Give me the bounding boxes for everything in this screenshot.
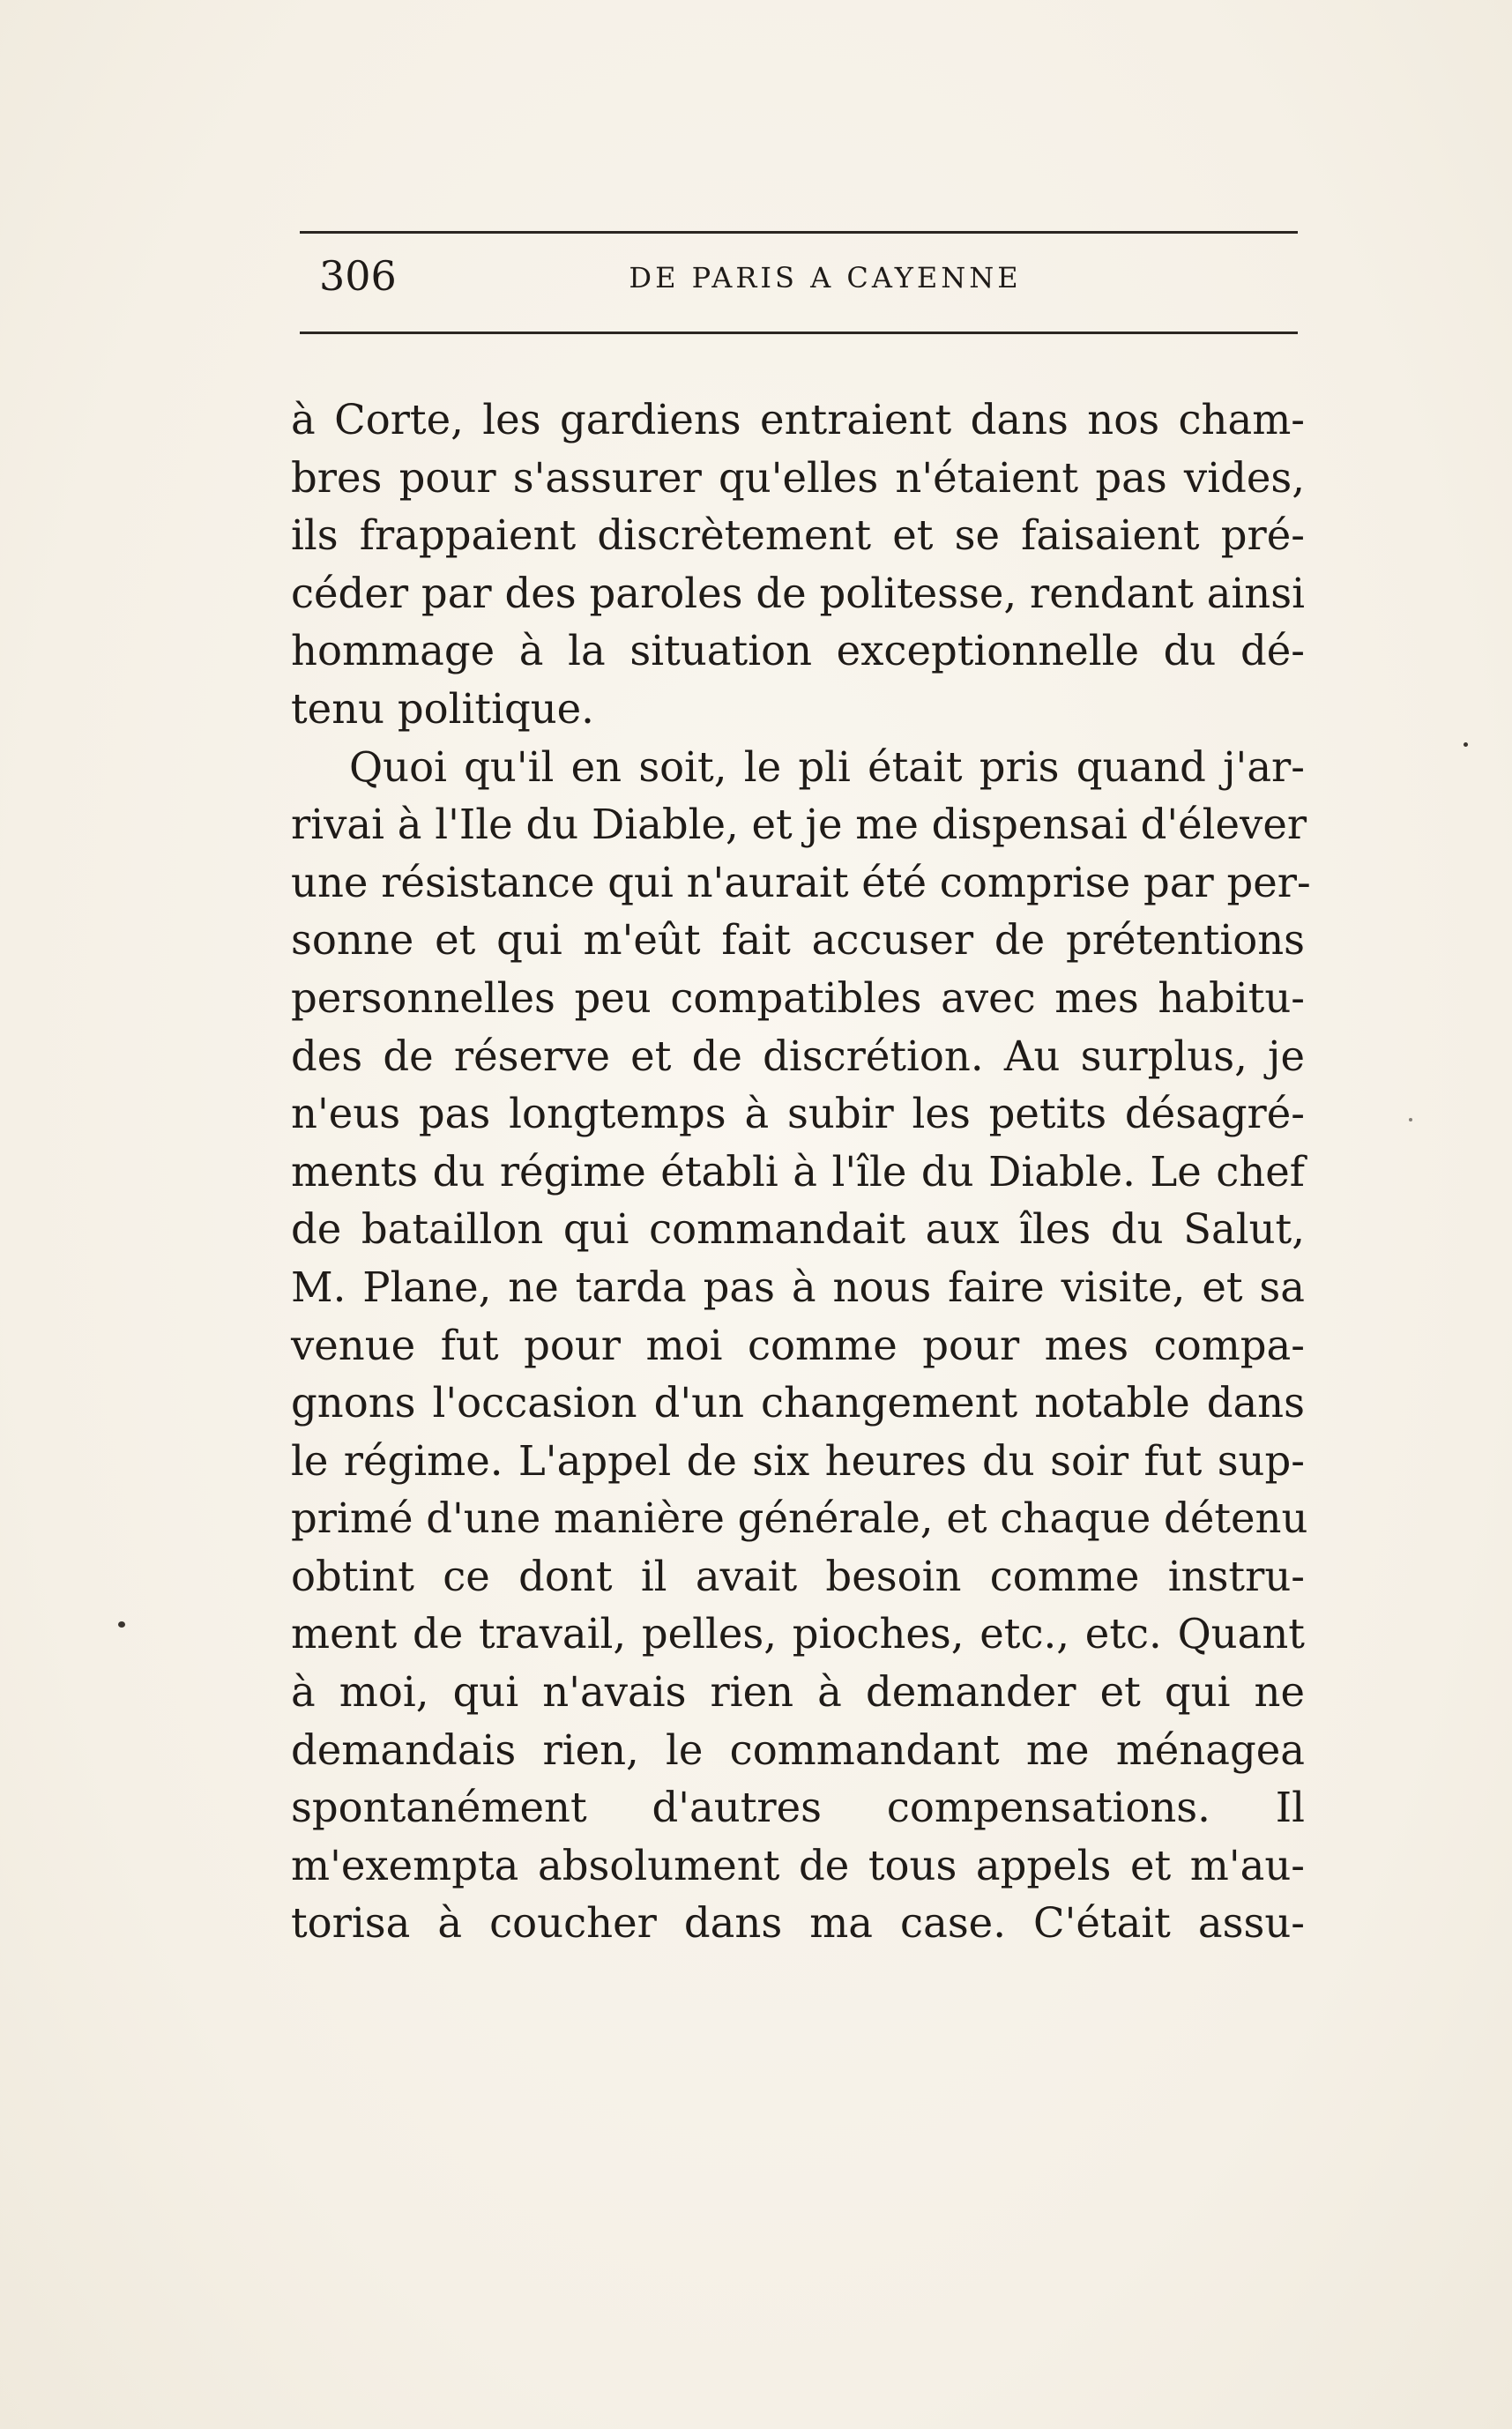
text-line: une résistance qui n'aurait été comprise par per- (291, 858, 1311, 906)
header-rule-bottom (300, 332, 1298, 334)
paper-speck (1409, 1118, 1412, 1121)
text-line: demandais rien, le commandant me ménagea (291, 1725, 1305, 1774)
body-text (291, 391, 1311, 1953)
running-header (300, 249, 1298, 310)
text-line: n'eus pas longtemps à subir les petits désagré- (291, 1090, 1305, 1138)
text-line: tenu politique. (291, 684, 594, 733)
text-line: personnelles peu compatibles avec mes habitu- (291, 973, 1305, 1022)
text-line: gnons l'occasion d'un changement notable dans (291, 1379, 1305, 1427)
header-rule-top (300, 231, 1298, 234)
text-line: sonne et qui m'eût fait accuser de prétentions (291, 916, 1305, 965)
text-line: des de réserve et de discrétion. Au surplus, je (291, 1032, 1305, 1080)
text-line: M. Plane, ne tarda pas à nous faire visite, et sa (291, 1263, 1305, 1311)
paper-speck (118, 1621, 125, 1628)
text-line: bres pour s'assurer qu'elles n'étaient pas vides, (291, 453, 1305, 502)
text-line: ments du régime établi à l'île du Diable. Le chef (291, 1147, 1305, 1196)
text-line: obtint ce dont il avait besoin comme instru- (291, 1552, 1305, 1600)
text-line: rivai à l'Ile du Diable, et je me dispensai d'élever (291, 801, 1307, 849)
text-line: m'exempta absolument de tous appels et m'au- (291, 1841, 1305, 1889)
text-line: de bataillon qui commandait aux îles du Salut, (291, 1205, 1305, 1254)
text-line: à moi, qui n'avais rien à demander et qui ne (291, 1668, 1305, 1717)
text-line: le régime. L'appel de six heures du soir fut sup- (291, 1436, 1305, 1485)
text-line: ment de travail, pelles, pioches, etc., etc. Quant (291, 1610, 1305, 1658)
page-number: 306 (319, 252, 397, 300)
paper-speck (1464, 742, 1468, 747)
text-line: spontanément d'autres compensations. Il (291, 1784, 1305, 1832)
text-line: venue fut pour moi comme pour mes compa- (291, 1321, 1305, 1369)
text-line: céder par des paroles de politesse, rendant ainsi (291, 569, 1305, 617)
text-line: à Corte, les gardiens entraient dans nos cham- (291, 396, 1305, 443)
text-line: ils frappaient discrètement et se faisaient pré- (291, 511, 1305, 560)
text-line: primé d'une manière générale, et chaque détenu (291, 1494, 1308, 1543)
text-line: Quoi qu'il en soit, le pli était pris quand j'ar- (349, 742, 1305, 791)
running-title: DE PARIS A CAYENNE (629, 261, 1022, 294)
text-line: torisa à coucher dans ma case. C'était assu- (291, 1899, 1305, 1948)
text-line: hommage à la situation exceptionnelle du dé- (291, 627, 1305, 675)
